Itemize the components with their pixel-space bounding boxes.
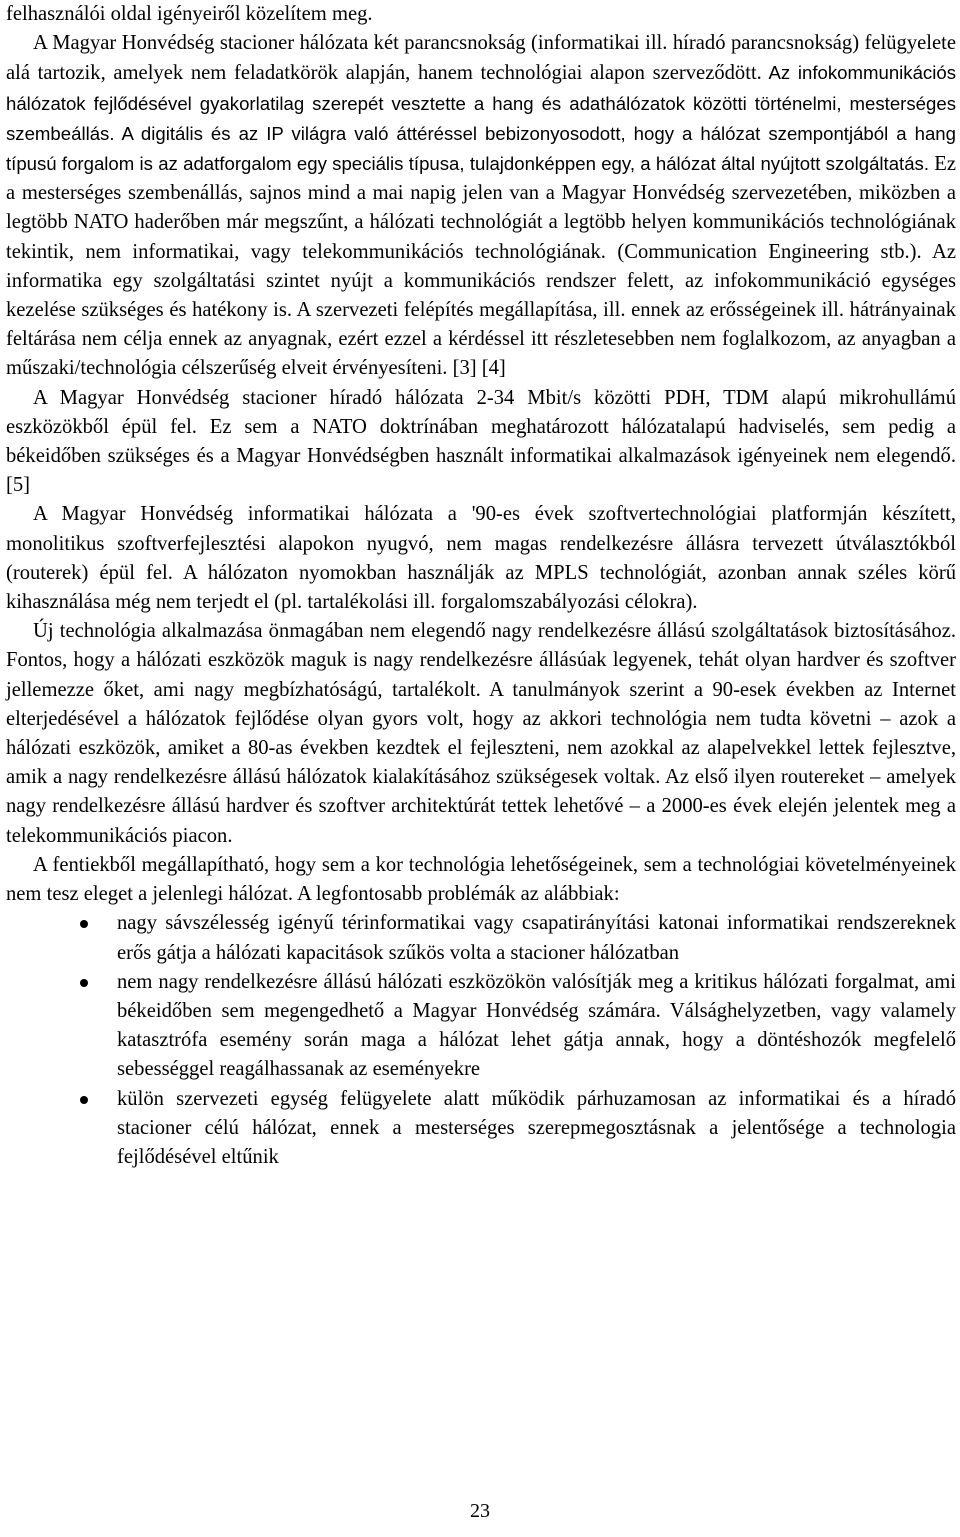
problem-list [6,909,956,1172]
list-item [6,909,956,967]
list-item [6,1085,956,1173]
text-p5-a: A fentiekből megállapítható, hogy sem a kor technológia lehetőségeinek, sem a technológiai követelményeinek nem tesz eleget a jelenlegi hálózat. [6,853,956,906]
bullet-icon [80,979,88,987]
paragraph-4 [6,617,956,851]
paragraph-2 [6,384,956,501]
text-p1-b: Az infokommunikációs hálózatok fejlődésével gyakorlatilag szerepét vesztette a hang és adathálózatok közötti történelmi, mesterséges szembeállás. [6,62,956,144]
page-number: 23 [470,1500,490,1522]
text-p4-a: Új technológia alkalmazása önmagában nem elegendő nagy rendelkezésre állású szolgáltatások biztosításához. [33,620,956,643]
document-page [6,0,956,1172]
text-p3-a: A Magyar Honvédség informatikai hálózata a '90-es évek szoftvertechnológiai platformján készített, monolitikus szoftverfejlesztési alapokon nyugvó, nem magas rendelkezésre állásra tervezett útválasztókból (routerek) épül fel. [6,503,956,584]
text-p1-a: A Magyar Honvédség stacioner hálózata két parancsnokság (informatikai ill. híradó parancsnokság) felügyelete alá tartozik, amelyek nem feladatkörök alapján, hanem technológiai alapon szerveződött. [6,32,956,85]
bullet-icon [80,1096,88,1104]
list-item-text: külön szervezeti egység felügyelete alatt működik párhuzamosan az informatikai és a híradó stacioner célú hálózat, ennek a mesterséges szerepmegosztásnak a jelentősége a technologia fejlődésével eltűnik [117,1087,956,1168]
text-p2-b: Ez sem a NATO doktrínában meghatározott hálózatalapú hadviselés, sem pedig a békeidőben szükséges és a Magyar Honvédségben használt informatikai alkalmazások igényeinek nem elegendő. [5] [6,415,956,497]
list-item-text: nagy sávszélesség igényű térinformatikai vagy csapatirányítási katonai informatikai rendszereknek erős gátja a hálózati kapacitások szűkös volta a stacioner hálózatban [117,912,956,964]
text-p4-c: A tanulmányok szerint a 90-esek években az Internet elterjedésével a hálózatok fejlődése olyan gyors volt, hogy az akkori technológia nem tudta követni – azok a hálózati eszközök, amiket a 80-as években kezdtek el fejleszteni, nem azokkal az alapelvekkel lettek fejlesztve, amik a nagy rendelkezésre állású hálózatok kialakításához szükségesek voltak. [6,678,956,789]
text-p1-d: Ez a mesterséges szembenállás, sajnos mind a mai napig jelen van a Magyar Honvédség szervezetében, miközben a legtöbb NATO haderőben már megszűnt, a hálózati technológiát a legtöbb helyen kommunikációs technológiának tekintik, nem informatikai, vagy telekommunikációs technológiának. (Communication Engineering stb.). Az informatika egy szolgáltatási szintet nyújt a kommunikációs rendszer felett, az infokommunikáció egységes kezelése szükséges és hatékony is. A szervezeti felépítés megállapítása, ill. ennek az erősségeinek ill. hátrányainak feltárása nem célja ennek az anyagnak, ezért ezzel a kérdéssel itt részletesebben nem foglalkozom, az anyagban a műszaki/technológia célszerűség elveit érvényesíteni. [3] [4] [6,153,956,380]
paragraph-1 [6,29,956,383]
paragraph-3 [6,500,956,617]
text-p5-b: A legfontosabb problémák az alábbiak: [293,883,620,906]
paragraph-0 [6,0,956,29]
paragraph-5 [6,851,956,909]
text-p1-c: A digitális és az IP világra való áttéréssel bebizonyosodott, hogy a hálózat szempontjából a hang típusú forgalom is az adatforgalom egy speciális típusa, tulajdonképpen egy, a hálózat által nyújtott szolgáltatás. [6,122,956,175]
text-p4-d: Az első ilyen routereket – amelyek nagy rendelkezésre állású hardver és szoftver architektúrát tettek lehetővé – a 2000-es évek elején jelentek meg a telekommunikációs piacon. [6,766,957,847]
text-p0: felhasználói oldal igényeiről közelítem meg. [6,3,373,25]
list-item [6,968,956,1085]
list-item-text: nem nagy rendelkezésre állású hálózati eszközökön valósítják meg a kritikus hálózati forgalmat, ami békeidőben sem megengedhető a Magyar Honvédség számára. Válsághelyzetben, vagy valamely katasztrófa esemény során maga a hálózat lehet gátja annak, hogy a döntéshozók megfelelő sebességgel reagálhassanak az eseményekre [117,970,956,1081]
bullet-icon [80,920,88,928]
text-p3-b: A hálózaton nyomokban használják az MPLS technológiát, azonban annak széles körű kihasználása még nem terjedt el (pl. tartalékolási ill. forgalomszabályozási célokra). [6,561,956,614]
text-p2-a: A Magyar Honvédség stacioner híradó hálózata 2-34 Mbit/s közötti PDH, TDM alapú mikrohullámú eszközökből épül fel. [6,386,956,438]
text-p4-b: Fontos, hogy a hálózati eszközök maguk is nagy rendelkezésre állásúak legyenek, tehát olyan hardver és szoftver jellemezze őket, ami nagy megbízhatóságú, tartalékolt. [6,649,956,701]
